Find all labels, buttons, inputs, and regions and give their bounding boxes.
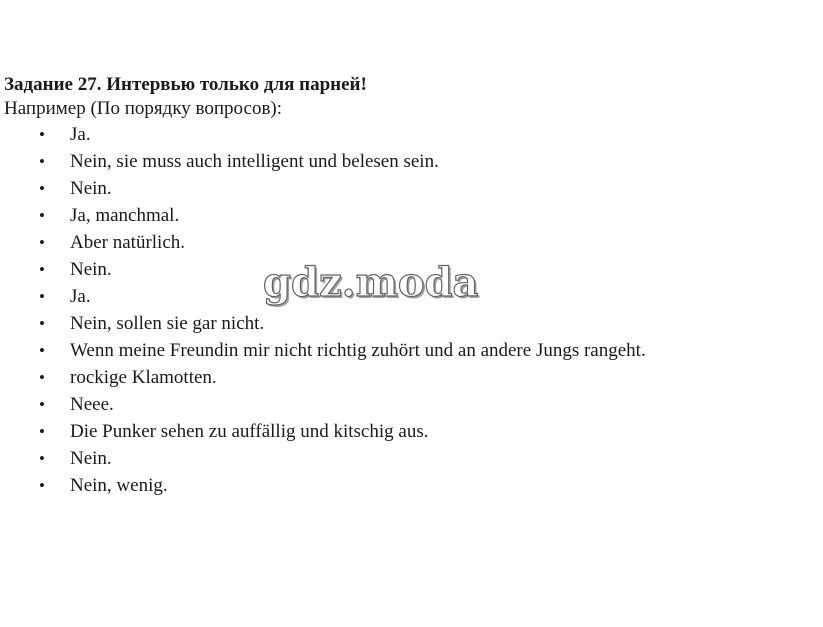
answer-text: Nein. — [70, 448, 112, 469]
list-item — [4, 229, 814, 256]
bullet-icon: • — [39, 422, 45, 441]
bullet-icon: • — [39, 368, 45, 387]
bullet-icon: • — [39, 179, 45, 198]
bullet-icon: • — [39, 233, 45, 252]
task-subtitle: Например (По порядку вопросов): — [4, 98, 283, 119]
answer-text: Ja. — [70, 286, 91, 307]
answer-list — [4, 121, 814, 499]
list-item — [4, 337, 814, 364]
list-item — [4, 445, 814, 472]
list-item — [4, 202, 814, 229]
answer-text: Aber natürlich. — [70, 232, 186, 253]
answer-text: Nein, sie muss auch intelligent und belesen sein. — [70, 151, 439, 172]
task-title: Задание 27. Интервью только для парней! — [4, 74, 367, 95]
answer-text: Die Punker sehen zu auffällig und kitschig aus. — [70, 421, 429, 442]
answer-text: Nein, sollen sie gar nicht. — [70, 313, 265, 334]
bullet-icon: • — [39, 287, 45, 306]
bullet-icon: • — [39, 152, 45, 171]
list-item — [4, 148, 814, 175]
bullet-icon: • — [39, 314, 45, 333]
answer-text: Ja, manchmal. — [70, 205, 180, 226]
bullet-icon: • — [39, 449, 45, 468]
bullet-icon: • — [39, 206, 45, 225]
answer-text: Neee. — [70, 394, 114, 415]
bullet-icon: • — [39, 476, 45, 495]
list-item — [4, 391, 814, 418]
list-item — [4, 175, 814, 202]
list-item — [4, 472, 814, 499]
answer-text: Nein. — [70, 259, 112, 280]
list-item — [4, 364, 814, 391]
bullet-icon: • — [39, 341, 45, 360]
list-item — [4, 310, 814, 337]
list-item — [4, 121, 814, 148]
answer-text: Ja. — [70, 124, 91, 145]
watermark-logo: gdz.moda — [263, 259, 479, 306]
answer-text: Nein, wenig. — [70, 475, 168, 496]
answer-text: Nein. — [70, 178, 112, 199]
bullet-icon: • — [39, 260, 45, 279]
bullet-icon: • — [39, 125, 45, 144]
list-item — [4, 418, 814, 445]
bullet-icon: • — [39, 395, 45, 414]
answer-text: Wenn meine Freundin mir nicht richtig zuhört und an andere Jungs rangeht. — [70, 340, 646, 361]
answer-text: rockige Klamotten. — [70, 367, 217, 388]
